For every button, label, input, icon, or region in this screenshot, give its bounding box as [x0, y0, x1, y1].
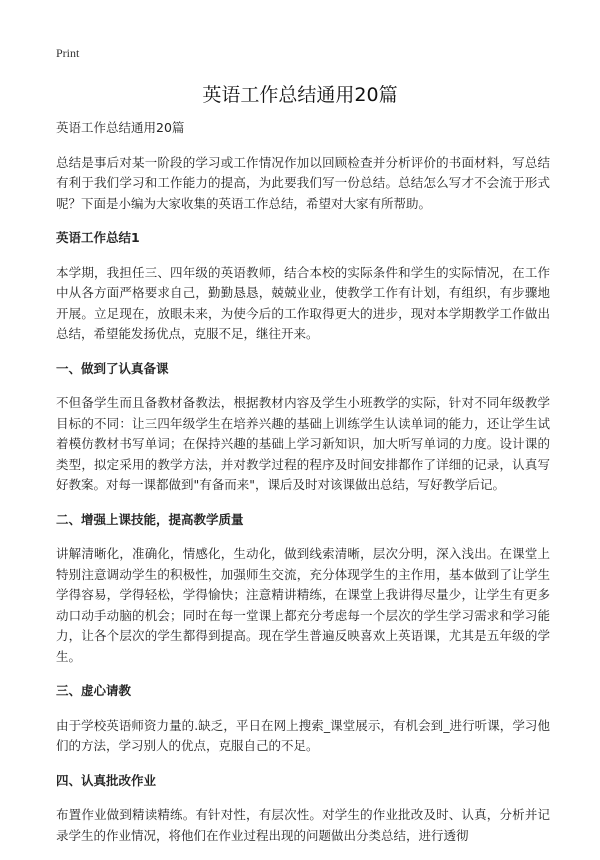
paragraph-seek-advice: 由于学校英语师资力量的.缺乏，平日在网上搜索_课堂展示，有机会到_进行听课，学习他们的方法，学习别人的优点，克服自己的不足。: [56, 717, 550, 753]
section-title: 英语工作总结1: [56, 230, 140, 245]
heading-homework: 四、认真批改作业: [56, 772, 157, 788]
document-title: 英语工作总结通用20篇: [202, 84, 398, 106]
paragraph-homework: 布置作业做到精读精练。有针对性，有层次性。对学生的作业批改及时、认真，分析并记录学生的作业情况，将他们在作业过程出现的问题做出分类总结，进行透彻: [56, 807, 550, 843]
document-body: [56, 118, 550, 860]
section-paragraph: 本学期，我担任三、四年级的英语教师，结合本校的实际条件和学生的实际情况，在工作中从各方面严格要求自己，勤勤恳恳，兢兢业业，使教学工作有计划，有组织，有步骤地开展。立足现在，放眼未来，为使今后的工作取得更大的进步，现对本学期教学工作做出总结，希望能发扬优点，克服不足，继往开来。: [56, 264, 550, 341]
heading-preparation: 一、做到了认真备课: [56, 360, 169, 376]
intro-paragraph: 总结是事后对某一阶段的学习或工作情况作加以回顾检查并分析评价的书面材料，写总结有利于我们学习和工作能力的提高，为此要我们写一份总结。总结怎么写才不会流于形式呢？下面是小编为大家收集的英语工作总结，希望对大家有所帮助。: [56, 154, 550, 211]
paragraph-preparation: 不但备学生而且备教材备教法，根据教材内容及学生小班教学的实际，针对不同年级教学目标的不同：让三四年级学生在培养兴趣的基础上训练学生认读单词的能力，还让学生试着模仿教材书写单词；在保持兴趣的基础上学习新知识，加大听写单词的力度。设计课的类型，拟定采用的教学方法，并对教学过程的程序及时间安排都作了详细的记录，认真写好教案。对每一课都做到"有备而来"，课后及时对该课做出总结，写好教学后记。: [56, 395, 550, 492]
print-label: Print: [56, 46, 80, 60]
document-subtitle: 英语工作总结通用20篇: [56, 120, 185, 135]
heading-teaching-skills: 二、增强上课技能，提高教学质量: [56, 511, 244, 527]
heading-seek-advice: 三、虚心请教: [56, 683, 132, 698]
paragraph-teaching-skills: 讲解清晰化，准确化，情感化，生动化，做到线索清晰，层次分明，深入浅出。在课堂上特别注意调动学生的积极性，加强师生交流，充分体现学生的主作用，基本做到了让学生学得容易，学得轻松，学得愉快；注意精讲精练，在课堂上我讲得尽量少，让学生有更多动口动手动脑的机会；同时在每一堂课上都充分考虑每一个层次的学生学习需求和学习能力，让各个层次的学生都得到提高。现在学生普遍反映喜欢上英语课，尤其是五年级的学生。: [56, 546, 550, 664]
